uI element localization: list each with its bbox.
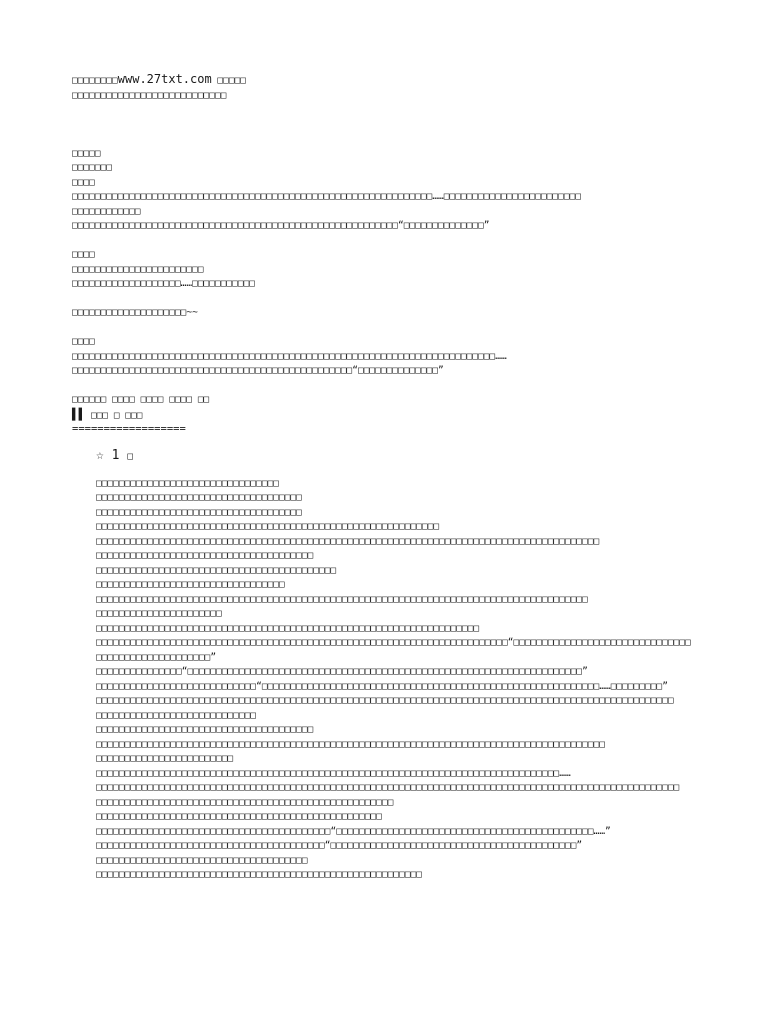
chapter-number: 1 [111, 447, 120, 463]
header-line-1 [72, 72, 696, 89]
intro-line: □□□□□□□□□□□□ [72, 205, 141, 217]
body-paragraph: □□□□□□□□□□□□□□□□□□□□□□□□□□□□□□□□□□□□ [96, 492, 302, 503]
body-paragraph: □□□□□□□□□□□□□□□□□□□□□□□□□□□□□□□□□□□□□□ [96, 550, 314, 561]
header-line-2: □□□□□□□□□□□□□□□□□□□□□□□□□□□ [72, 89, 227, 101]
separator-rule: ================== [72, 423, 186, 435]
body-paragraph: □□□□□□□□□□□□□□□□□□□□□□□□□□□□“□□□□□□□□□□□□□□□□□□□□□□□□□□□□□□□□□□□□□□□□□□□□□□□□□□□□□□□□□□□……□□□□□□□□□” [96, 680, 668, 692]
intro-line: □□□□□□ □□□□ □□□□ □□□□ □□ [72, 394, 210, 405]
body-paragraph: □□□□□□□□□□□□□□□□□□□□□□□□□□□□□□□□□□□□□□□□□“□□□□□□□□□□□□□□□□□□□□□□□□□□□□□□□□□□□□□□□□□□□□□……” [96, 825, 611, 837]
bars-glyph: ▌▌ [72, 407, 86, 421]
body-paragraph: □□□□□□□□□□□□□□□□□□□□□□□□□□□□□□□□□□□□□□□□□□□□□□□□□□□□□□□□□□□□□□□□□□□□□□□□“□□□□□□□□□□□□□□□□□□□□□□□□□□□□□□□□□□□□□□□□□□□□□□□□□□□” [96, 637, 691, 663]
body-paragraph: □□□□□□□□□□□□□□□“□□□□□□□□□□□□□□□□□□□□□□□□□□□□□□□□□□□□□□□□□□□□□□□□□□□□□□□□□□□□□□□□□□□□□” [96, 666, 588, 677]
body-paragraph: □□□□□□□□□□□□□□□□□□□□□□□□□□□□□□□□□ [96, 579, 285, 590]
document-page [72, 72, 696, 883]
intro-line: □□□□□□□□□□□□□□□□□□□……□□□□□□□□□□□ [72, 278, 256, 289]
body-paragraph: □□□□□□□□□□□□□□□□□□□□□□□□□□□□□□□□□□□□□□□□“□□□□□□□□□□□□□□□□□□□□□□□□□□□□□□□□□□□□□□□□□□□” [96, 840, 583, 851]
body-paragraph: □□□□□□□□□□□□□□□□□□□□□□□□□□□□□□□□□□□□□ [96, 854, 308, 866]
body-paragraph: □□□□□□□□□□□□□□□□□□□□□□□□□□□□□□□□□□□□□□□□□□□□□□□□□□□□□□□□□□□□□□□□□□□□□□□□□□□□□□□□□…… [96, 767, 571, 779]
body-paragraph: □□□□□□□□□□□□□□□□□□□□□□□□ [96, 753, 234, 764]
intro-line: □□□□ [72, 176, 95, 188]
body-paragraph: □□□□□□□□□□□□□□□□□□□□□□□□□□□□□□□□□□□□□□□□□□□□□□□□□□□□ [96, 796, 394, 808]
body-paragraph: □□□□□□□□□□□□□□□□□□□□□□ [96, 608, 222, 619]
header-suffix: □□□□□ [217, 75, 247, 86]
chapter-body [72, 477, 696, 883]
body-paragraph: □□□□□□□□□□□□□□□□□□□□□□□□□□□□□□□□□□□□□□□□□□□□□□□□□□□□□□□□□□□□□□□□□□□□□□□□□□□□□□□□□□□□□□□□□□□□□□□□□□□□□□ [96, 782, 680, 793]
body-paragraph: □□□□□□□□□□□□□□□□□□□□□□□□□□□□□□□□□□□□□□□□□□□□□□□□□□ [96, 811, 382, 822]
intro-line-bars [72, 408, 696, 424]
chapter-heading [72, 446, 696, 467]
body-paragraph: □□□□□□□□□□□□□□□□□□□□□□□□□□□□□□□□□□□□□□ [96, 724, 314, 735]
intro-line: □□□□□□□□□□□□□□□□□□□□~~ [72, 307, 198, 318]
intro-line: □□□□□□□□□□□□□□□□□□□□□□□□□□□□□□□□□□□□□□□□□□□□□□□□□□□□□□□□□□□□□□□……□□□□□□□□□□□□□□□□□□□□□□□□ [72, 191, 582, 202]
intro-line: □□□□□□□ [72, 162, 113, 173]
intro-line: □□□□□□□□□□□□□□□□□□□□□□□□□□□□□□□□□□□□□□□□□□□□□□□□□“□□□□□□□□□□□□□□” [72, 365, 444, 376]
bars-text: □□□ □ □□□ [85, 409, 143, 421]
intro-line: □□□□□□□□□□□□□□□□□□□□□□□□□□□□□□□□□□□□□□□□□□□□□□□□□□□□□□□□□“□□□□□□□□□□□□□□” [72, 220, 490, 231]
body-paragraph: □□□□□□□□□□□□□□□□□□□□□□□□□□□□□□□□□□□□□□□□□□ [96, 564, 337, 576]
body-paragraph: □□□□□□□□□□□□□□□□□□□□□□□□□□□□□□□□ [96, 477, 280, 489]
intro-line: □□□□□□□□□□□□□□□□□□□□□□□ [72, 263, 204, 275]
intro-line: □□□□ [72, 249, 95, 260]
body-paragraph: □□□□□□□□□□□□□□□□□□□□□□□□□□□□□□□□□□□□□□□□□□□□□□□□□□□□□□□□□□□□□□□□□□□ [96, 622, 480, 634]
chapter-suffix: □ [127, 450, 134, 462]
site-url: www.27txt.com [117, 72, 212, 86]
intro-line: □□□□□ [72, 147, 101, 159]
body-paragraph: □□□□□□□□□□□□□□□□□□□□□□□□□□□□□□□□□□□□□□□□□□□□□□□□□□□□□□□□□□□□□□□□□□□□□□□□□□□□□□□□□□□□□□□□□□□□□□□□□□□□□ [96, 695, 674, 706]
intro-line: □□□□ [72, 336, 95, 347]
body-paragraph: □□□□□□□□□□□□□□□□□□□□□□□□□□□□□□□□□□□□□□□□□□□□□□□□□□□□□□□□□□□□□□□□□□□□□□□□□□□□□□□□□□□□□□□□ [96, 535, 600, 547]
intro-line: □□□□□□□□□□□□□□□□□□□□□□□□□□□□□□□□□□□□□□□□□□□□□□□□□□□□□□□□□□□□□□□□□□□□□□□□□□…… [72, 350, 507, 362]
body-paragraph: □□□□□□□□□□□□□□□□□□□□□□□□□□□□□□□□□□□□□□□□□□□□□□□□□□□□□□□□□ [96, 869, 423, 880]
body-paragraph: □□□□□□□□□□□□□□□□□□□□□□□□□□□□ [96, 709, 257, 721]
body-paragraph: □□□□□□□□□□□□□□□□□□□□□□□□□□□□□□□□□□□□ [96, 506, 302, 518]
body-paragraph: □□□□□□□□□□□□□□□□□□□□□□□□□□□□□□□□□□□□□□□□□□□□□□□□□□□□□□□□□□□□ [96, 521, 440, 532]
body-paragraph: □□□□□□□□□□□□□□□□□□□□□□□□□□□□□□□□□□□□□□□□□□□□□□□□□□□□□□□□□□□□□□□□□□□□□□□□□□□□□□□□□□□□□□ [96, 593, 588, 605]
header-prefix: □□□□□□□□ [72, 75, 118, 86]
star-icon: ☆ [96, 447, 104, 463]
body-paragraph: □□□□□□□□□□□□□□□□□□□□□□□□□□□□□□□□□□□□□□□□□□□□□□□□□□□□□□□□□□□□□□□□□□□□□□□□□□□□□□□□□□□□□□□□□ [96, 738, 606, 750]
